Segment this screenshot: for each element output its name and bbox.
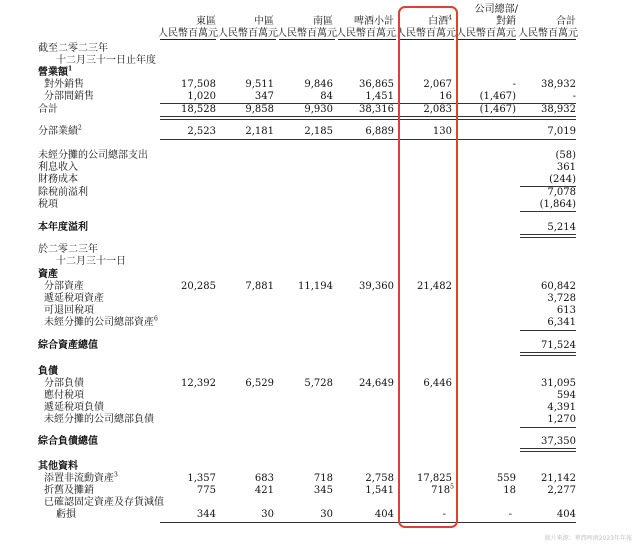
col-header-south: 南區: [313, 16, 333, 27]
cell-total: 37,350: [541, 436, 576, 447]
cell-south: 2,185: [304, 126, 333, 137]
cell-beer: 404: [374, 509, 394, 520]
cell-south: 11,194: [298, 281, 333, 292]
row-label: 分部負債: [44, 378, 84, 389]
row-label: 遞延稅項資產: [44, 293, 104, 304]
cell-east: 1,020: [187, 91, 216, 102]
other-info-title-row: [0, 461, 640, 473]
cell-total: 6,341: [547, 317, 576, 328]
table-row-depreciation: [0, 485, 640, 497]
liabilities-title: 負債: [38, 366, 58, 377]
cell-central: 9,511: [245, 79, 274, 90]
cell-total: 613: [556, 305, 576, 316]
row-label: 未經分攤的公司總部負債: [44, 414, 154, 425]
col-header-hq-line2: 對銷: [496, 16, 516, 27]
row-label: 除稅前溢利: [38, 187, 88, 198]
cell-central: 9,858: [245, 104, 274, 115]
table-row-deferred-tax-assets: [0, 293, 640, 305]
row-label: 本年度溢利: [38, 222, 88, 233]
liabilities-title-row: [0, 366, 640, 378]
table-row-impairment: [0, 509, 640, 521]
col-header-total: 合計: [556, 16, 576, 27]
table-row-total-liabilities: [0, 436, 640, 448]
baijiu-highlight-box: [398, 6, 458, 528]
period-title-row: [0, 43, 640, 55]
table-row-additions: [0, 473, 640, 485]
cell-beer: 2,758: [365, 473, 394, 484]
cell-baijiu: 6,446: [423, 378, 452, 389]
table-row-profit-before-tax: [0, 187, 640, 199]
cell-hq: -: [508, 509, 512, 520]
cell-total: 594: [556, 390, 576, 401]
row-label: 分部資產: [44, 281, 84, 292]
period-title-line1: 截至二零二三年: [38, 43, 108, 54]
cell-total: 60,842: [541, 281, 576, 292]
cell-beer: 1,451: [365, 91, 394, 102]
cell-south: 9,930: [304, 104, 333, 115]
assets-title-row: [0, 269, 640, 281]
row-label: 合計: [38, 104, 58, 115]
cell-south: 30: [320, 509, 333, 520]
cell-beer: 6,889: [365, 126, 394, 137]
row-label: 可退回稅項: [44, 305, 94, 316]
cell-beer: 1,541: [365, 485, 394, 496]
table-row-interest-income: [0, 162, 640, 174]
row-label: 虧損: [56, 509, 76, 520]
table-row-segment-assets: [0, 281, 640, 293]
unit-label: 人民幣百萬元: [277, 28, 337, 39]
table-row-revenue-total: [0, 104, 640, 116]
cell-hq: -: [512, 79, 516, 90]
table-row-tax-payable: [0, 390, 640, 402]
table-row-tax-recoverable: [0, 305, 640, 317]
unit-label: 人民幣百萬元: [396, 28, 456, 39]
header-underline: [160, 39, 216, 40]
cell-south: 9,846: [304, 79, 333, 90]
double-divider: [160, 116, 576, 120]
cell-east: 344: [196, 509, 216, 520]
cell-central: 2,181: [245, 126, 274, 137]
divider: [520, 427, 576, 428]
cell-total: 38,932: [541, 104, 576, 115]
header-underline: [220, 39, 276, 40]
row-label: 未經分攤的公司總部資產$^6$: [44, 315, 158, 328]
table-row-segment-liabilities: [0, 378, 640, 390]
row-label: 折舊及攤銷: [44, 485, 94, 496]
cell-beer: 24,649: [359, 378, 394, 389]
unit-label: 人民幣百萬元: [336, 28, 396, 39]
cell-beer: 36,865: [359, 79, 394, 90]
cell-total: 3,728: [547, 293, 576, 304]
table-row-unallocated-liabilities: [0, 414, 640, 426]
table-row-profit-for-year: [0, 222, 640, 234]
row-label: 利息收入: [38, 162, 78, 173]
balance-title-row: [0, 244, 640, 256]
cell-baijiu: 16: [439, 91, 452, 102]
double-divider: [520, 448, 576, 452]
table-row-segment-result: [0, 126, 640, 138]
cell-central: 6,529: [245, 378, 274, 389]
cell-east: 20,285: [181, 281, 216, 292]
row-label: 綜合資產總值: [38, 340, 98, 351]
cell-total: 71,524: [541, 340, 576, 351]
table-row-unallocated-assets: [0, 317, 640, 329]
other-info-title: 其他資料: [38, 461, 78, 472]
table-row-impairment-label: [0, 497, 640, 509]
cell-beer: 38,316: [359, 104, 394, 115]
cell-central: 30: [261, 509, 274, 520]
table-row-total-assets: [0, 340, 640, 352]
balance-title-line1: 於二零二三年: [38, 244, 98, 255]
col-header-beer-subtotal: 啤酒小計: [354, 16, 394, 27]
cell-total: (58): [555, 150, 576, 161]
col-header-baijiu-note: 4: [448, 14, 452, 22]
row-label: 分部間銷售: [44, 91, 94, 102]
cell-total: 38,932: [541, 79, 576, 90]
divider: [520, 211, 576, 212]
table-row-unallocated-expense: [0, 150, 640, 162]
cell-baijiu: 17,825: [417, 473, 452, 484]
table-row-deferred-tax-liabilities: [0, 402, 640, 414]
cell-east: 1,357: [187, 473, 216, 484]
cell-total: 404: [556, 509, 576, 520]
cell-total: 4,391: [547, 402, 576, 413]
row-label: 未經分攤的公司總部支出: [38, 150, 148, 161]
row-label: 財務成本: [38, 174, 78, 185]
cell-baijiu: 2,067: [423, 79, 452, 90]
cell-east: 17,508: [181, 79, 216, 90]
header-underline: [458, 39, 516, 40]
cell-total: 7,078: [547, 187, 576, 198]
cell-hq: 18: [503, 485, 516, 496]
period-title-line2: 十二月三十一日止年度: [56, 55, 156, 66]
cell-hq: (1,467): [479, 104, 516, 115]
cell-total: (1,864): [539, 199, 576, 210]
cell-east: 12,392: [181, 378, 216, 389]
row-label: 分部業績$^2$: [38, 124, 82, 137]
col-header-east: 東區: [196, 16, 216, 27]
cell-central: 683: [254, 473, 274, 484]
cell-south: 84: [320, 91, 333, 102]
revenue-title-row: [0, 67, 640, 79]
cell-total: 7,019: [547, 126, 576, 137]
cell-beer: 39,360: [359, 281, 394, 292]
table-row-finance-cost: [0, 174, 640, 186]
cell-total: (244): [549, 174, 576, 185]
cell-east: 775: [196, 485, 216, 496]
image-source-watermark: 圖片來源：華潤啤酒2023年年報: [544, 535, 632, 542]
cell-baijiu: 21,482: [417, 281, 452, 292]
cell-total: 21,142: [541, 473, 576, 484]
cell-hq: (1,467): [479, 91, 516, 102]
double-divider: [520, 352, 576, 356]
row-label: 遞延稅項負債: [44, 402, 104, 413]
cell-baijiu: -: [442, 509, 446, 520]
period-title-row: [0, 55, 640, 67]
table-row-external-sales: [0, 79, 640, 91]
cell-total: 2,277: [547, 485, 576, 496]
divider: [160, 522, 576, 523]
cell-east: 2,523: [187, 126, 216, 137]
row-label: 已確認固定資產及存貨減值: [44, 497, 164, 508]
cell-east: 18,528: [181, 104, 216, 115]
assets-title: 資產: [38, 269, 58, 280]
cell-total: 5,214: [547, 222, 576, 233]
cell-south: 5,728: [304, 378, 333, 389]
cell-south: 718: [313, 473, 333, 484]
unit-label: 人民幣百萬元: [456, 28, 516, 39]
cell-baijiu: 130: [432, 126, 452, 137]
cell-central: 347: [254, 91, 274, 102]
unit-label: 人民幣百萬元: [218, 28, 278, 39]
unit-label: 人民幣百萬元: [518, 28, 578, 39]
row-label: 添置非流動資產$^3$: [44, 471, 118, 484]
table-row-inter-segment: [0, 91, 640, 103]
cell-south: 345: [313, 485, 333, 496]
double-divider: [520, 234, 576, 238]
cell-hq: 559: [496, 473, 516, 484]
header-underline: [338, 39, 396, 40]
row-label: 稅項: [38, 199, 58, 210]
cell-total: 31,095: [541, 378, 576, 389]
col-header-hq-line1: 公司總部/: [474, 4, 518, 15]
balance-title-row: [0, 256, 640, 268]
cell-baijiu: $718^5$: [431, 483, 454, 496]
col-header-baijiu-title: 白酒: [428, 16, 449, 27]
row-label: 對外銷售: [44, 79, 84, 90]
balance-title-line2: 十二月三十一日: [56, 256, 126, 267]
row-label: 綜合負債總值: [38, 436, 98, 447]
cell-central: 7,881: [245, 281, 274, 292]
divider: [520, 330, 576, 331]
table-row-tax: [0, 199, 640, 211]
cell-baijiu: 2,083: [423, 104, 452, 115]
cell-total: -: [572, 91, 576, 102]
divider: [160, 139, 576, 140]
revenue-title: 營業額$^1$: [38, 65, 73, 78]
col-header-central: 中區: [254, 16, 274, 27]
header-underline: [279, 39, 335, 40]
cell-central: 421: [254, 485, 274, 496]
unit-label: 人民幣百萬元: [158, 28, 218, 39]
cell-total: 1,270: [547, 414, 576, 425]
row-label: 應付稅項: [44, 390, 84, 401]
header-underline: [520, 39, 576, 40]
cell-total: 361: [556, 162, 576, 173]
